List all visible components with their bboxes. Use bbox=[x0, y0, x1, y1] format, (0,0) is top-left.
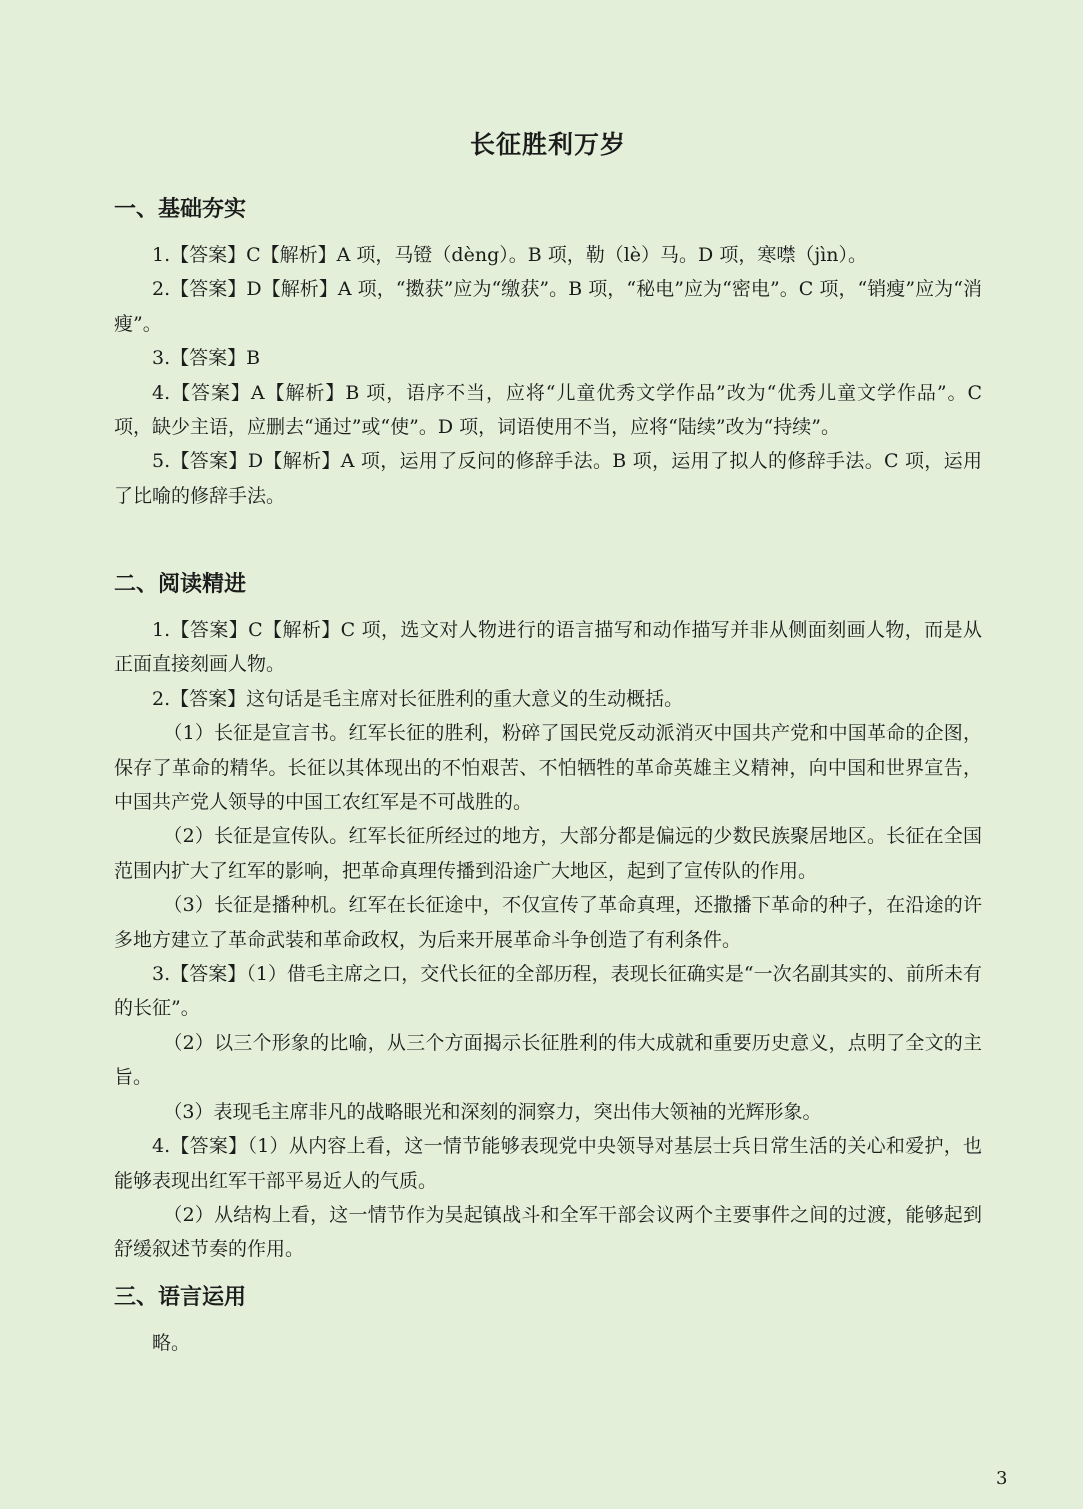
section-heading: 三、语言运用 bbox=[114, 1285, 247, 1310]
answer-item: 略。 bbox=[152, 1332, 191, 1354]
answer-item: 1.【答案】C【解析】C 项，选文对人物进行的语言描写和动作描写并非从侧面刻画人物，而是从正面直接刻画人物。 bbox=[114, 619, 982, 676]
answer-item: 3.【答案】B bbox=[152, 347, 261, 370]
answer-subpoint: （2）以三个形象的比喻，从三个方面揭示长征胜利的伟大成就和重要历史意义，点明了全文的主旨。 bbox=[114, 1031, 982, 1089]
page-title: 长征胜利万岁 bbox=[469, 130, 626, 159]
document-page bbox=[114, 0, 982, 1509]
answer-subpoint: （2）长征是宣传队。红军长征所经过的地方，大部分都是偏远的少数民族聚居地区。长征在全国范围内扩大了红军的影响，把革命真理传播到沿途广大地区，起到了宣传队的作用。 bbox=[114, 825, 982, 882]
answer-item: 2.【答案】这句话是毛主席对长征胜利的重大意义的生动概括。 bbox=[152, 687, 684, 710]
section-basics bbox=[114, 195, 982, 513]
page-number: 3 bbox=[996, 1468, 1008, 1489]
answer-subpoint: （3）长征是播种机。红军在长征途中，不仅宣传了革命真理，还撒播下革命的种子，在沿途的许多地方建立了革命武装和革命政权，为后来开展革命斗争创造了有利条件。 bbox=[114, 894, 982, 951]
section-language-use bbox=[114, 1283, 982, 1360]
answer-item: 4.【答案】（1）从内容上看，这一情节能够表现党中央领导对基层士兵日常生活的关心和爱护，也能够表现出红军干部平易近人的气质。 bbox=[114, 1135, 982, 1192]
answer-item: 4.【答案】A【解析】B 项，语序不当，应将“儿童优秀文学作品”改为“优秀儿童文学作品”。C 项，缺少主语，应删去“通过”或“使”。D 项，词语使用不当，应将“陆续”改为“持续”。 bbox=[114, 381, 982, 439]
answer-subpoint: （1）长征是宣言书。红军长征的胜利，粉碎了国民党反动派消灭中国共产党和中国革命的企图，保存了革命的精华。长征以其体现出的不怕艰苦、不怕牺牲的革命英雄主义精神，向中国和世界宣告，中国共产党人领导的中国工农红军是不可战胜的。 bbox=[114, 722, 982, 814]
answer-item: 3.【答案】（1）借毛主席之口，交代长征的全部历程，表现长征确实是“一次名副其实的、前所未有的长征”。 bbox=[114, 963, 982, 1020]
answer-subpoint: （3）表现毛主席非凡的战略眼光和深刻的洞察力，突出伟大领袖的光辉形象。 bbox=[163, 1100, 822, 1123]
section-heading: 一、基础夯实 bbox=[114, 197, 247, 222]
section-heading: 二、阅读精进 bbox=[114, 572, 247, 597]
answer-subpoint: （2）从结构上看，这一情节作为吴起镇战斗和全军干部会议两个主要事件之间的过渡，能够起到舒缓叙述节奏的作用。 bbox=[114, 1203, 982, 1261]
answer-item: 1.【答案】C【解析】A 项，马镫（dèng）。B 项，勒（lè）马。D 项，寒噤（jìn）。 bbox=[152, 244, 868, 266]
answer-item: 5.【答案】D【解析】A 项，运用了反问的修辞手法。B 项，运用了拟人的修辞手法。C 项，运用了比喻的修辞手法。 bbox=[114, 450, 982, 507]
answer-item: 2.【答案】D【解析】A 项，“擞获”应为“缴获”。B 项，“秘电”应为“密电”。C 项，“销瘦”应为“消瘦”。 bbox=[114, 278, 982, 335]
section-reading bbox=[114, 570, 982, 1267]
